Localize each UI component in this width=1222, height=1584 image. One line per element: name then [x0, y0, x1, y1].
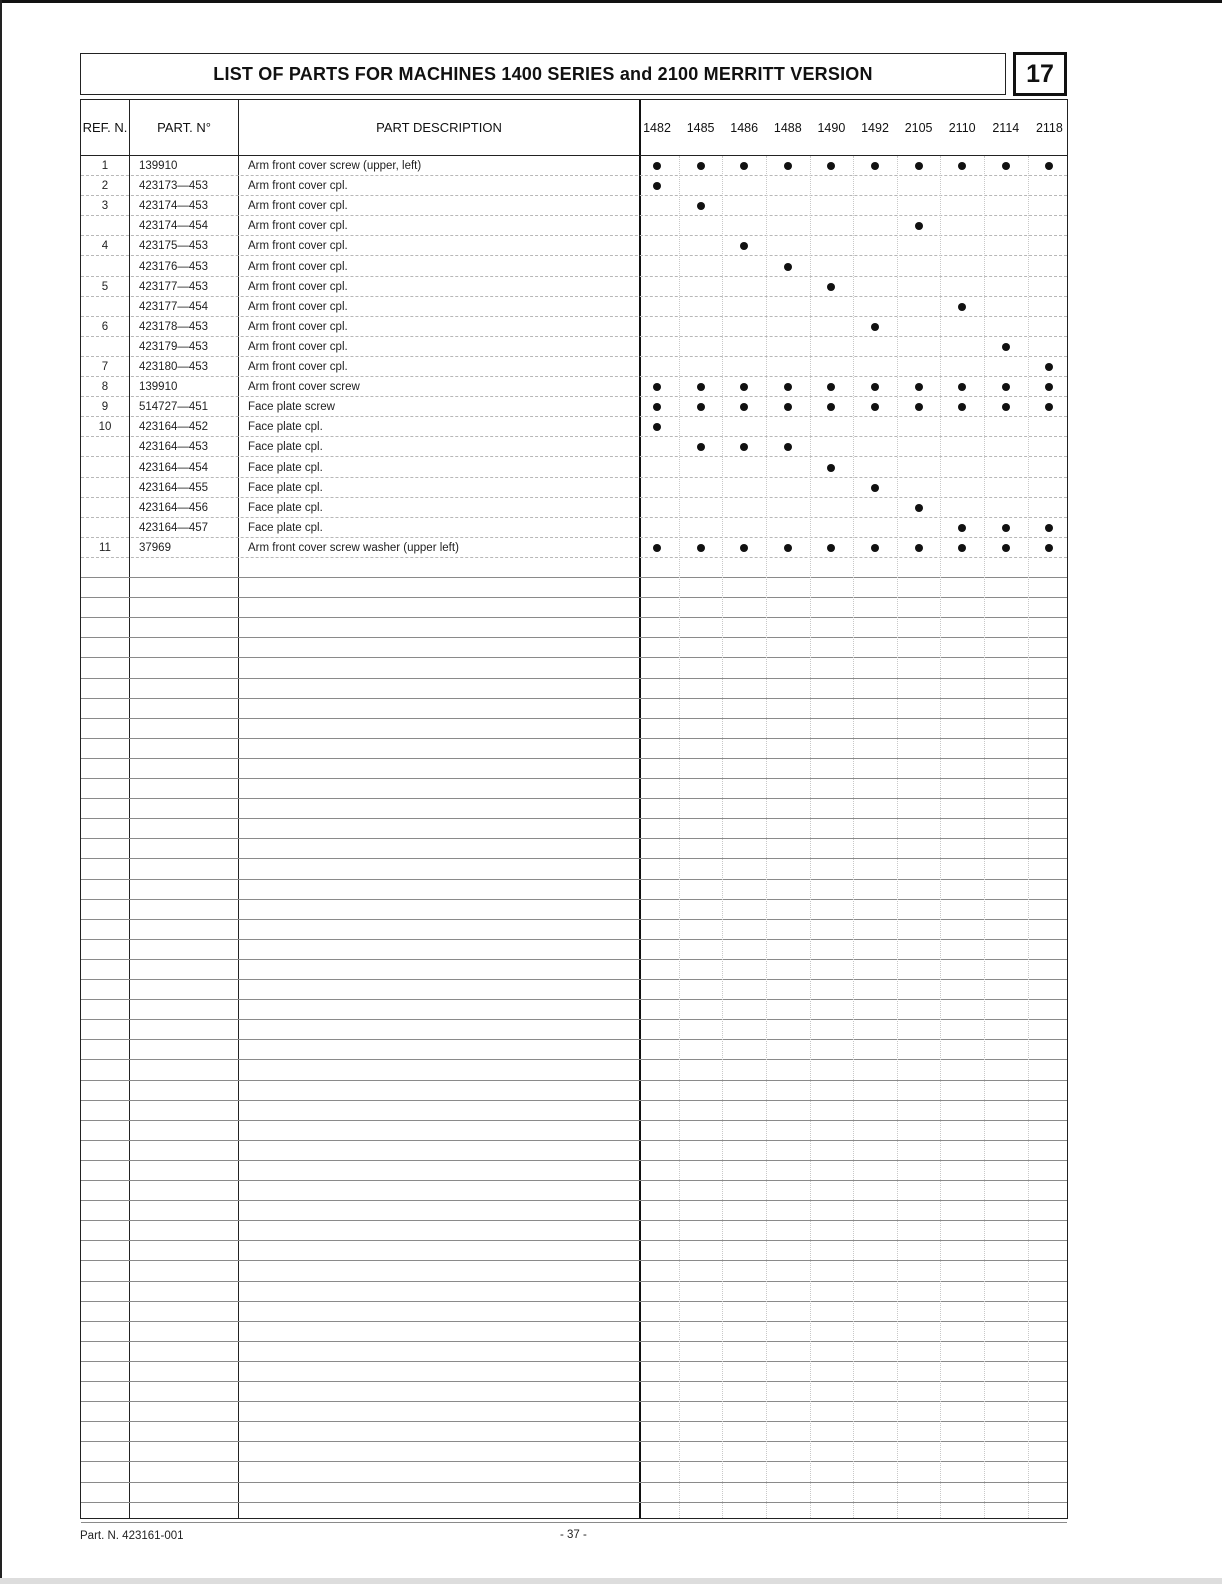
- empty-row: [81, 1181, 1067, 1201]
- part-number-cell: 423179—453: [139, 340, 209, 353]
- applicability-dot: [958, 383, 966, 391]
- table-row: [81, 156, 1067, 176]
- applicability-dot: [697, 202, 705, 210]
- empty-row: [81, 1262, 1067, 1282]
- empty-row: [81, 1141, 1067, 1161]
- footer-part-number: Part. N. 423161-001: [80, 1530, 184, 1542]
- table-row: [81, 337, 1067, 357]
- empty-row: [81, 1302, 1067, 1322]
- empty-row: [81, 860, 1067, 880]
- part-number-cell: 423178—453: [139, 320, 209, 333]
- part-number-cell: 423164—456: [139, 501, 209, 514]
- empty-row: [81, 1322, 1067, 1342]
- model-column-guide: [1028, 156, 1029, 1518]
- applicability-dot: [697, 383, 705, 391]
- empty-row: [81, 1382, 1067, 1402]
- applicability-dot: [740, 162, 748, 170]
- applicability-dot: [958, 544, 966, 552]
- ref-cell: 4: [101, 240, 109, 253]
- applicability-dot: [827, 464, 835, 472]
- model-column-guide: [722, 156, 723, 1518]
- empty-row: [81, 659, 1067, 679]
- applicability-dot: [653, 403, 661, 411]
- table-row: [81, 196, 1067, 216]
- empty-row: [81, 1121, 1067, 1141]
- part-number-cell: 423176—453: [139, 260, 209, 273]
- empty-row: [81, 980, 1067, 1000]
- ref-cell: 7: [101, 361, 109, 373]
- empty-row: [81, 1463, 1067, 1483]
- applicability-dot: [871, 162, 879, 170]
- model-header: 1482: [643, 120, 671, 135]
- model-column-guide: [853, 156, 854, 1518]
- applicability-dot: [1045, 162, 1053, 170]
- part-number-cell: 37969: [139, 541, 171, 554]
- description-cell: Arm front cover cpl.: [248, 220, 348, 233]
- applicability-dot: [697, 443, 705, 451]
- description-cell: Arm front cover cpl.: [248, 240, 348, 253]
- part-number-cell: 423177—454: [139, 300, 209, 313]
- empty-row: [81, 1040, 1067, 1060]
- empty-row: [81, 1402, 1067, 1422]
- table-row: [81, 498, 1067, 518]
- description-cell: Face plate screw: [248, 401, 335, 414]
- description-cell: Face plate cpl.: [248, 501, 323, 514]
- table-row: [81, 518, 1067, 538]
- ref-cell: 9: [101, 401, 109, 414]
- description-cell: Arm front cover cpl.: [248, 320, 348, 333]
- empty-row: [81, 578, 1067, 598]
- ref-cell: 1: [101, 160, 109, 172]
- applicability-dot: [653, 544, 661, 552]
- table-row: [81, 478, 1067, 498]
- applicability-dot: [827, 383, 835, 391]
- applicability-dot: [958, 524, 966, 532]
- empty-row: [81, 1201, 1067, 1221]
- applicability-dot: [653, 162, 661, 170]
- applicability-dot: [958, 162, 966, 170]
- applicability-dot: [915, 222, 923, 230]
- description-cell: Face plate cpl.: [248, 481, 323, 494]
- applicability-dot: [915, 383, 923, 391]
- table-row: [81, 277, 1067, 297]
- ref-cell: 6: [101, 320, 109, 333]
- empty-row: [81, 1101, 1067, 1121]
- table-row: [81, 538, 1067, 558]
- footer-page-number: - 37 -: [560, 1529, 587, 1541]
- applicability-dot: [653, 182, 661, 190]
- empty-row: [81, 759, 1067, 779]
- description-cell: Face plate cpl.: [248, 521, 323, 534]
- applicability-dot: [1002, 544, 1010, 552]
- ref-cell: 3: [101, 200, 109, 213]
- part-number-cell: 423174—454: [139, 220, 209, 233]
- empty-row: [81, 638, 1067, 658]
- applicability-dot: [784, 383, 792, 391]
- applicability-dot: [740, 242, 748, 250]
- part-number-cell: 423180—453: [139, 361, 209, 373]
- applicability-dot: [1045, 524, 1053, 532]
- model-column-guide: [984, 156, 985, 1518]
- applicability-dot: [784, 162, 792, 170]
- applicability-dot: [697, 403, 705, 411]
- part-number-cell: 423175—453: [139, 240, 209, 253]
- part-number-cell: 139910: [139, 160, 178, 172]
- model-column-guide: [679, 156, 680, 1518]
- empty-row: [81, 1000, 1067, 1020]
- header-ref: REF. N.: [82, 119, 128, 135]
- empty-row: [81, 1020, 1067, 1040]
- table-row: [81, 437, 1067, 457]
- part-number-cell: 423164—454: [139, 461, 209, 474]
- empty-row: [81, 1081, 1067, 1101]
- part-number-cell: 423164—455: [139, 481, 209, 494]
- empty-row: [81, 618, 1067, 638]
- model-column-guide: [810, 156, 811, 1518]
- table-row: [81, 417, 1067, 437]
- applicability-dot: [1002, 162, 1010, 170]
- empty-row: [81, 558, 1067, 578]
- table-row: [81, 257, 1067, 277]
- applicability-dot: [784, 544, 792, 552]
- applicability-dot: [915, 403, 923, 411]
- ref-cell: 5: [101, 280, 109, 293]
- applicability-dot: [827, 162, 835, 170]
- description-cell: Arm front cover screw (upper, left): [248, 160, 422, 172]
- description-cell: Arm front cover cpl.: [248, 260, 348, 273]
- description-cell: Arm front cover cpl.: [248, 180, 348, 193]
- applicability-dot: [915, 544, 923, 552]
- ref-cell: 11: [99, 541, 111, 554]
- applicability-dot: [1045, 363, 1053, 371]
- empty-row: [81, 719, 1067, 739]
- empty-row: [81, 799, 1067, 819]
- empty-row: [81, 739, 1067, 759]
- applicability-dot: [827, 403, 835, 411]
- table-row: [81, 317, 1067, 337]
- applicability-dot: [784, 263, 792, 271]
- applicability-dot: [653, 383, 661, 391]
- applicability-dot: [871, 383, 879, 391]
- applicability-dot: [871, 484, 879, 492]
- description-cell: Face plate cpl.: [248, 461, 323, 474]
- empty-row: [81, 679, 1067, 699]
- model-header: 2105: [904, 120, 933, 135]
- description-cell: Arm front cover cpl.: [248, 200, 348, 213]
- model-column-guide: [766, 156, 767, 1518]
- applicability-dot: [784, 403, 792, 411]
- applicability-dot: [697, 544, 705, 552]
- table-row: [81, 377, 1067, 397]
- applicability-dot: [1045, 383, 1053, 391]
- description-cell: Arm front cover cpl.: [248, 361, 348, 373]
- page-title: LIST OF PARTS FOR MACHINES 1400 SERIES and 2100 MERRITT VERSION: [80, 53, 1006, 95]
- empty-row: [81, 880, 1067, 900]
- empty-row: [81, 1161, 1067, 1181]
- applicability-dot: [1002, 383, 1010, 391]
- applicability-dot: [958, 303, 966, 311]
- model-header: 2118: [1035, 120, 1063, 135]
- applicability-dot: [915, 504, 923, 512]
- table-row: [81, 236, 1067, 256]
- part-number-cell: 139910: [139, 381, 178, 394]
- part-number-cell: 423173—453: [139, 180, 209, 193]
- applicability-dot: [740, 383, 748, 391]
- empty-row: [81, 1282, 1067, 1302]
- description-cell: Face plate cpl.: [248, 421, 323, 434]
- empty-row: [81, 1422, 1067, 1442]
- applicability-dot: [740, 443, 748, 451]
- model-column-guide: [940, 156, 941, 1518]
- model-header: 2110: [948, 120, 976, 135]
- header-part-no: PART. N°: [157, 119, 211, 135]
- applicability-dot: [1045, 544, 1053, 552]
- description-cell: Arm front cover cpl.: [248, 300, 348, 313]
- part-number-cell: 423164—457: [139, 521, 209, 534]
- parts-table: [80, 99, 1068, 1519]
- applicability-dot: [827, 544, 835, 552]
- model-header: 1488: [773, 120, 802, 135]
- applicability-dot: [958, 403, 966, 411]
- empty-row: [81, 598, 1067, 618]
- part-number-cell: 423164—452: [139, 421, 209, 434]
- ref-cell: 2: [101, 180, 109, 193]
- empty-row: [81, 779, 1067, 799]
- empty-row: [81, 839, 1067, 859]
- model-header: 1485: [686, 120, 715, 135]
- empty-row: [81, 1061, 1067, 1081]
- empty-row: [81, 1503, 1067, 1523]
- applicability-dot: [871, 323, 879, 331]
- description-cell: Face plate cpl.: [248, 441, 323, 454]
- applicability-dot: [871, 544, 879, 552]
- applicability-dot: [1002, 524, 1010, 532]
- applicability-dot: [1045, 403, 1053, 411]
- applicability-dot: [1002, 403, 1010, 411]
- header-description: PART DESCRIPTION: [376, 119, 502, 135]
- ref-cell: 10: [98, 421, 112, 434]
- model-column-guide: [897, 156, 898, 1518]
- empty-row: [81, 1342, 1067, 1362]
- description-cell: Arm front cover cpl.: [248, 280, 348, 293]
- applicability-dot: [915, 162, 923, 170]
- applicability-dot: [871, 403, 879, 411]
- ref-cell: 8: [101, 381, 109, 394]
- empty-row: [81, 1221, 1067, 1241]
- model-header: 1490: [817, 120, 846, 135]
- description-cell: Arm front cover screw washer (upper left): [248, 541, 459, 554]
- empty-row: [81, 819, 1067, 839]
- applicability-dot: [697, 162, 705, 170]
- empty-row: [81, 940, 1067, 960]
- page-left-border: [0, 0, 2, 1584]
- applicability-dot: [827, 283, 835, 291]
- empty-row: [81, 1483, 1067, 1503]
- part-number-cell: 423164—453: [139, 441, 209, 454]
- empty-row: [81, 1442, 1067, 1462]
- applicability-dot: [1002, 343, 1010, 351]
- table-row: [81, 297, 1067, 317]
- table-row: [81, 216, 1067, 236]
- table-row: [81, 397, 1067, 417]
- applicability-dot: [784, 443, 792, 451]
- applicability-dot: [740, 403, 748, 411]
- part-number-cell: 423177—453: [139, 280, 209, 293]
- applicability-dot: [653, 423, 661, 431]
- table-row: [81, 458, 1067, 478]
- page-bottom-border: [0, 1578, 1222, 1584]
- page-badge: 17: [1013, 52, 1067, 96]
- description-cell: Arm front cover cpl.: [248, 340, 348, 353]
- model-header: 1492: [861, 120, 889, 135]
- empty-row: [81, 920, 1067, 940]
- empty-row: [81, 900, 1067, 920]
- description-cell: Arm front cover screw: [248, 381, 360, 394]
- part-number-cell: 423174—453: [139, 200, 209, 213]
- table-row: [81, 357, 1067, 377]
- empty-row: [81, 1362, 1067, 1382]
- empty-row: [81, 699, 1067, 719]
- page-top-border: [0, 0, 1222, 3]
- model-header: 2114: [992, 120, 1020, 135]
- empty-row: [81, 960, 1067, 980]
- applicability-dot: [740, 544, 748, 552]
- model-header: 1486: [730, 120, 759, 135]
- empty-row: [81, 1241, 1067, 1261]
- part-number-cell: 514727—451: [139, 401, 209, 414]
- table-row: [81, 176, 1067, 196]
- row-rule: [81, 1522, 1067, 1523]
